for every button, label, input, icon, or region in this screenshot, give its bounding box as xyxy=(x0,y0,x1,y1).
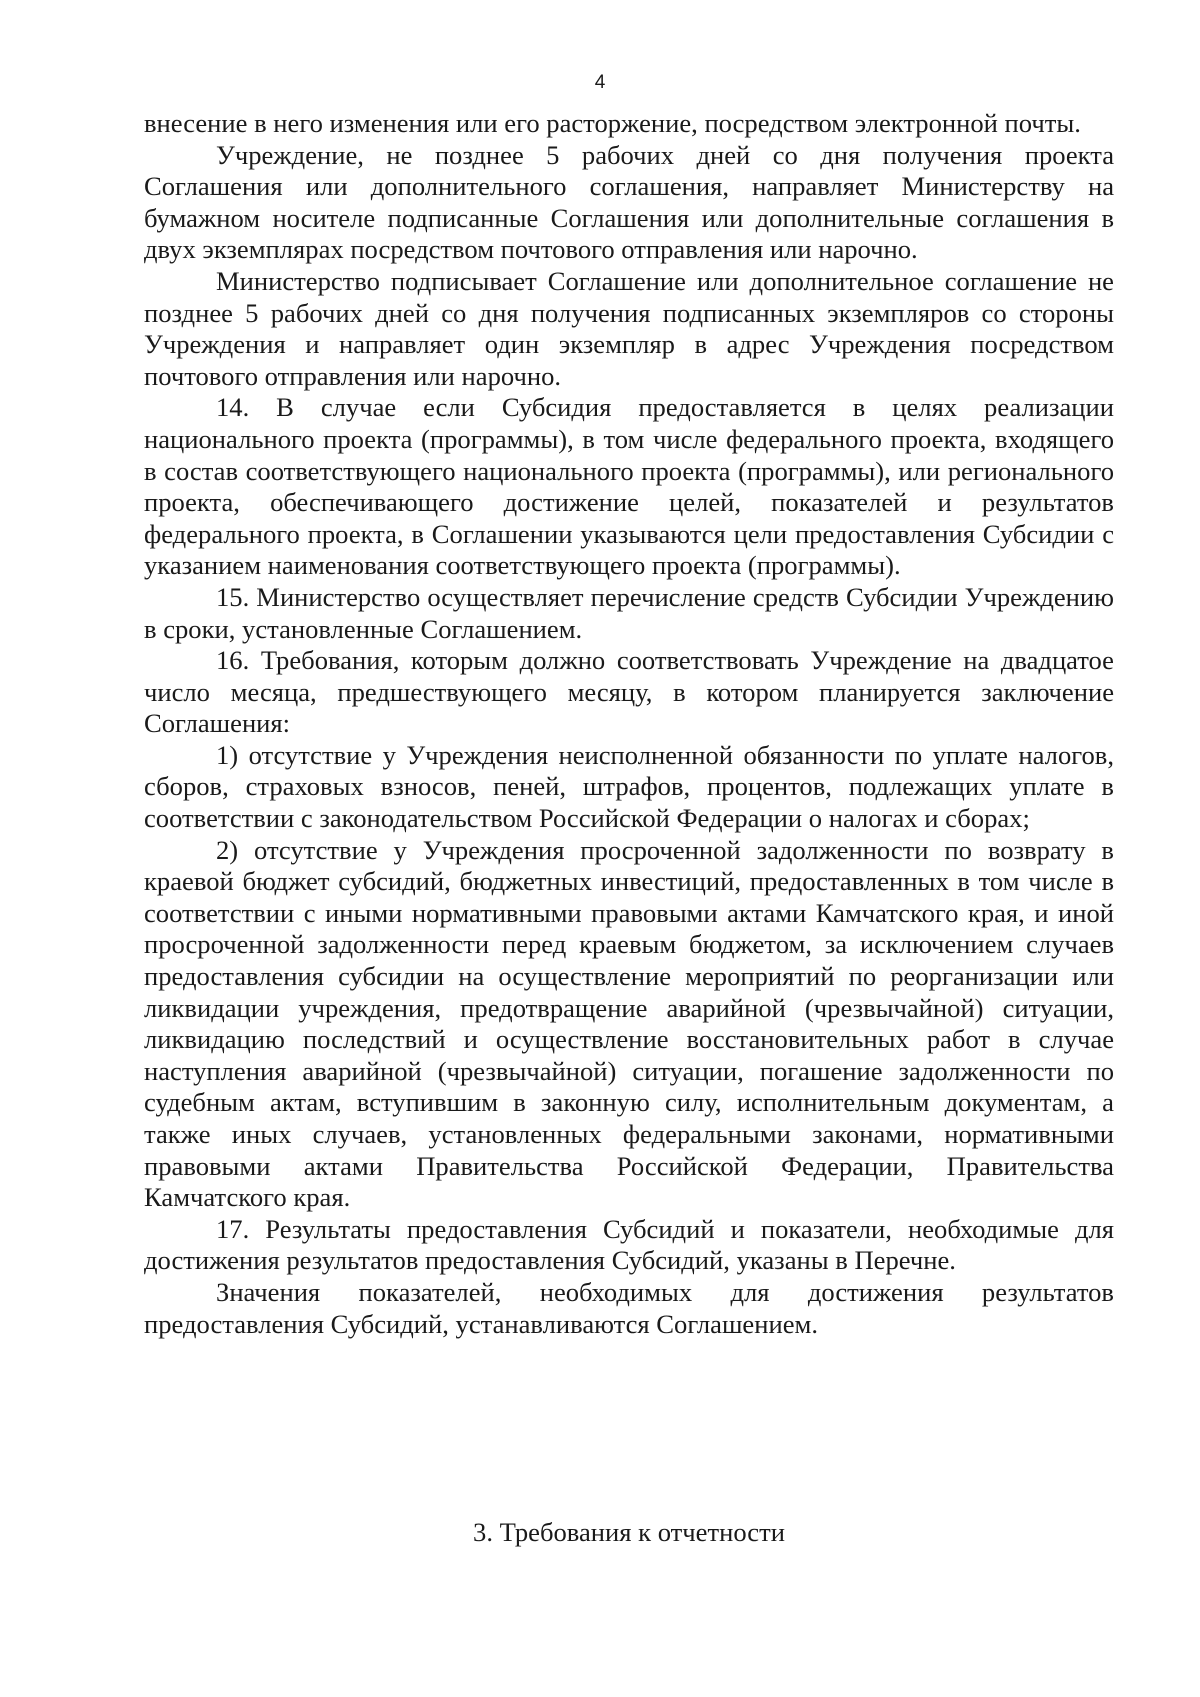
paragraph-clause-16-item-2: 2) отсутствие у Учреждения просроченной задолженности по возврату в краевой бюджет субсидий, бюджетных инвестиций, предоставленных в том числе в соответствии с иными нормативными правовыми актами Камчатского края, и иной просроченной задолженности перед краевым бюджетом, за исключением случаев предоставления субсидии на осуществление мероприятий по реорганизации или ликвидации учреждения, предотвращение аварийной (чрезвычайной) ситуации, ликвидацию последствий и осуществление восстановительных работ в случае наступления аварийной (чрезвычайной) ситуации, погашение задолженности по судебным актам, вступившим в законную силу, исполнительным документам, а также иных случаев, установленных федеральными законами, нормативными правовыми актами Правительства Российской Федерации, Правительства Камчатского края. xyxy=(144,834,1114,1213)
section-heading: 3. Требования к отчетности xyxy=(473,1517,785,1547)
paragraph-clause-15: 15. Министерство осуществляет перечисление средств Субсидии Учреждению в сроки, установленные Соглашением. xyxy=(144,581,1114,644)
paragraph-institution-signing: Учреждение, не позднее 5 рабочих дней со дня получения проекта Соглашения или дополнительного соглашения, направляет Министерству на бумажном носителе подписанные Соглашения или дополнительные соглашения в двух экземплярах посредством почтового отправления или нарочно. xyxy=(144,139,1114,265)
paragraph-indicator-values: Значения показателей, необходимых для достижения результатов предоставления Субсидий, устанавливаются Соглашением. xyxy=(144,1276,1114,1339)
paragraph-continuation: внесение в него изменения или его расторжение, посредством электронной почты. xyxy=(144,108,1081,138)
page-number: 4 xyxy=(594,72,606,93)
paragraph-ministry-signing: Министерство подписывает Соглашение или дополнительное соглашение не позднее 5 рабочих дней со дня получения подписанных экземпляров со стороны Учреждения и направляет один экземпляр в адрес Учреждения посредством почтового отправления или нарочно. xyxy=(144,265,1114,391)
paragraph-clause-14: 14. В случае если Субсидия предоставляется в целях реализации национального проекта (программы), в том числе федерального проекта, входящего в состав соответствующего национального проекта (программы), или регионального проекта, обеспечивающего достижение целей, показателей и результатов федерального проекта, в Соглашении указываются цели предоставления Субсидии с указанием наименования соответствующего проекта (программы). xyxy=(144,392,1114,581)
document-body xyxy=(144,108,1114,1340)
paragraph-clause-16: 16. Требования, которым должно соответствовать Учреждение на двадцатое число месяца, предшествующего месяцу, в котором планируется заключение Соглашения: xyxy=(144,645,1114,739)
paragraph-clause-16-item-1: 1) отсутствие у Учреждения неисполненной обязанности по уплате налогов, сборов, страховых взносов, пеней, штрафов, процентов, подлежащих уплате в соответствии с законодательством Российской Федерации о налогах и сборах; xyxy=(144,739,1114,834)
paragraph-clause-17: 17. Результаты предоставления Субсидий и показатели, необходимые для достижения результатов предоставления Субсидий, указаны в Перечне. xyxy=(144,1213,1114,1276)
